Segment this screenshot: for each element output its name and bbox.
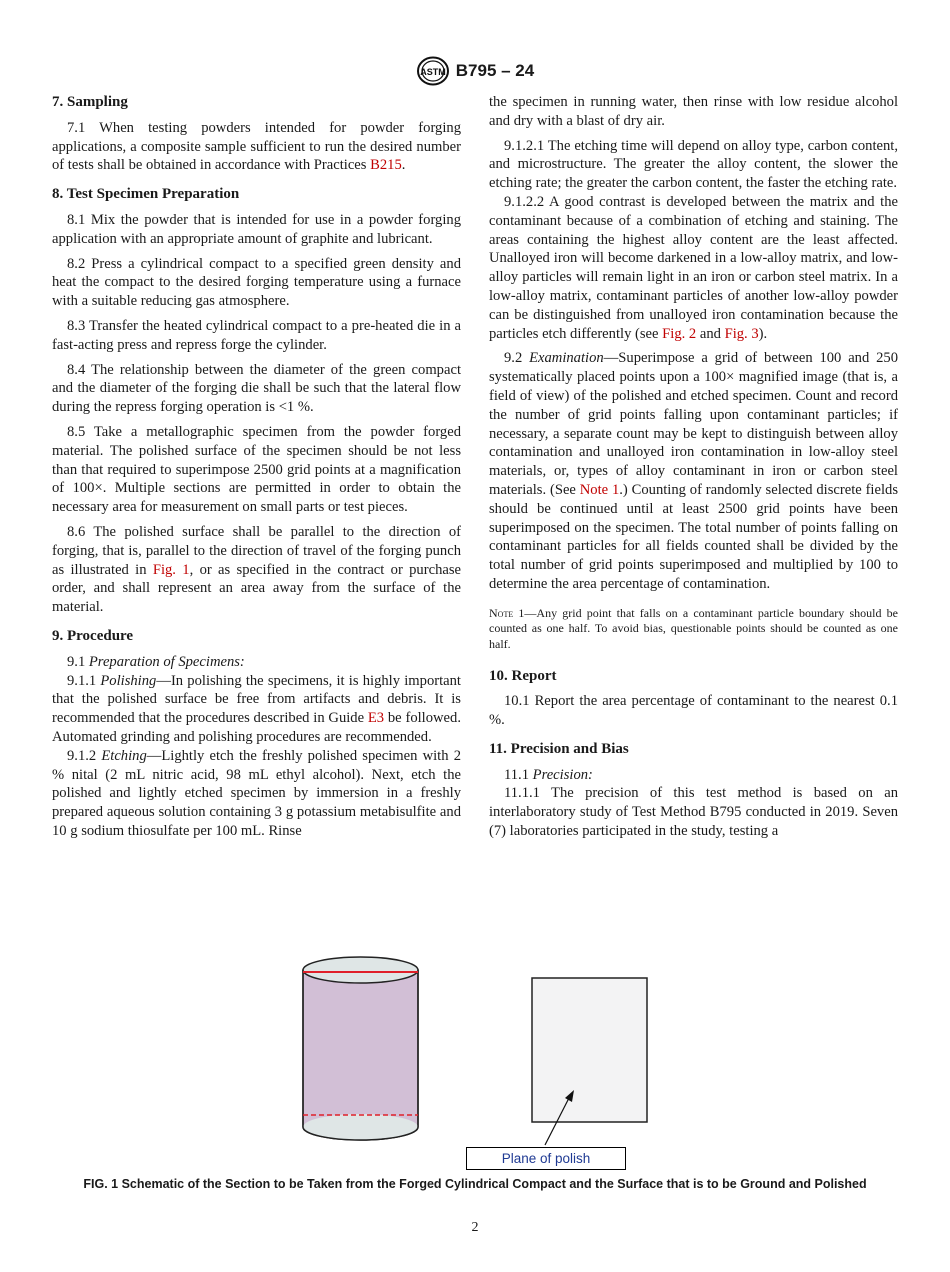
section-9-heading: 9. Procedure [52, 627, 134, 644]
para-11-1-1: 11.1.1 The precision of this test method is based on an interlaboratory study of Test Method B795 conducted in 2019. Seven (7) laboratories participated in the study, testing a [489, 785, 898, 840]
para-9-1-1: 9.1.1 Polishing—In polishing the specimens, it is highly important that the polished surface be free from artifacts and debris. It is recommended that the procedures described in Guide E3 be followed. Automated grinding and polishing procedures are recommended. [52, 672, 461, 745]
figure-1-caption: FIG. 1 Schematic of the Section to be Taken from the Forged Cylindrical Compact and the Surface that is to be Ground and Polished [83, 1177, 867, 1191]
page-number: 2 [471, 1220, 479, 1235]
link-fig-2[interactable]: Fig. 2 [662, 325, 697, 342]
figure-1-schematic [0, 940, 950, 1175]
link-e3[interactable]: E3 [367, 710, 385, 727]
page-header [0, 56, 950, 86]
link-fig-1[interactable]: Fig. 1 [152, 561, 190, 578]
para-9-1: 9.1 Preparation of Specimens: [67, 653, 245, 670]
para-9-2: 9.2 Examination—Superimpose a grid of between 100 and 250 systematically placed points upon a 100× magnified image (that is, a field of view) of the polished and etched specimen. Count and record the number of grid points falling upon contaminant particles; if necessary, a separate count may be kept to distinguish between alloy contamination and unalloyed iron contamination in low-alloy steel materials, or, types of alloy contaminant in iron or carbon steel materials. (See Note 1.) Counting of randomly selected discrete fields should be continued until at least 2500 grid points have been superimposed on the specimen. The total number of points falling on contaminant particles for all fields counted shall be divided by the total number of grid points superimposed and multiplied by 100 to determine the area percentage of contamination. [489, 350, 899, 592]
link-note-1[interactable]: Note 1 [579, 481, 620, 498]
para-8-6: 8.6 The polished surface shall be parallel to the direction of forging, that is, parallel to the direction of travel of the forging punch as illustrated in Fig. 1, or as specified in the contract or purchase order, and shall represent an area away from the surface of the material. [52, 523, 461, 616]
astm-logo-text: ASTM [420, 67, 446, 77]
section-7-heading: 7. Sampling [52, 94, 128, 110]
section-10-heading: 10. Report [489, 667, 557, 684]
para-9-1-2: 9.1.2 Etching—Lightly etch the freshly polished specimen with 2 % nital (2 mL nitric acid, 98 mL ethyl alcohol). Next, etch the polished and lightly etched specimen by immersion in a freshly prepared aqueous solution containing 3 g potassium metabisulfite and 10 g sodium thiosulfate per 100 mL. Rinse [52, 747, 461, 839]
para-11-1: 11.1 Precision: [504, 766, 593, 783]
para-9-1-2-continued: the specimen in running water, then rinse with low residue alcohol and dry with a blast of dry air. [489, 94, 898, 129]
plane-of-polish-label: Plane of polish [466, 1147, 626, 1170]
section-8-heading: 8. Test Specimen Preparation [52, 186, 240, 203]
cylinder-top-cap [303, 957, 418, 983]
para-9-1-2-2: 9.1.2.2 A good contrast is developed between the matrix and the contaminant because of a combination of etching and staining. The areas containing the highest alloy content are the least affected. Unalloyed iron will become darkened in a low-alloy matrix, and low-alloy particles will remain light in an iron or carbon steel matrix. In a low-alloy matrix, contaminant particles of another low-alloy powder can be distinguished from unalloyed iron contamination because the particles etch differently (see Fig. 2 and Fig. 3). [489, 193, 898, 342]
link-fig-3[interactable]: Fig. 3 [724, 325, 759, 342]
para-8-5: 8.5 Take a metallographic specimen from the powder forged material. The polished surface of the specimen should be not less than that required to superimpose 2500 grid points at a magnification of 100×. Multiple sections are permitted in order to obtain the necessary area for measurement on small parts or test pieces. [52, 423, 461, 516]
note-1: Note 1—Any grid point that falls on a contaminant particle boundary should be counted as one half. To avoid bias, questionable points should be counted as one half. [489, 605, 898, 651]
section-specimen-square [532, 978, 647, 1122]
section-11-heading: 11. Precision and Bias [489, 740, 629, 757]
para-10-1: 10.1 Report the area percentage of contaminant to the nearest 0.1 %. [489, 693, 898, 729]
para-8-1: 8.1 Mix the powder that is intended for use in a powder forging application with an appropriate amount of graphite and lubricant. [52, 211, 461, 247]
right-column [489, 93, 898, 841]
para-8-4: 8.4 The relationship between the diameter of the green compact and the diameter of the forging die shall be such that the lateral flow during the repress forging operation is <1 %. [52, 361, 461, 416]
para-8-3: 8.3 Transfer the heated cylindrical compact to a pre-heated die in a fast-acting press and repress forge the cylinder. [52, 317, 461, 353]
astm-logo-icon [416, 56, 450, 86]
left-column [52, 93, 461, 841]
para-7-1: 7.1 When testing powders intended for powder forging applications, a composite sample sufficient to run the desired number of tests shall be obtained in accordance with Practices B215. [52, 119, 461, 174]
link-b215[interactable]: B215 [370, 157, 402, 174]
document-designation: B795 – 24 [455, 61, 535, 80]
para-8-2: 8.2 Press a cylindrical compact to a specified green density and heat the compact to the desired forging temperature using a furnace with a suitable reducing gas atmosphere. [52, 255, 461, 310]
para-9-1-2-1: 9.1.2.1 The etching time will depend on alloy type, carbon content, and microstructure. The greater the alloy content, the slower the etching rate; the greater the carbon content, the faster the etching rate. [489, 137, 898, 192]
